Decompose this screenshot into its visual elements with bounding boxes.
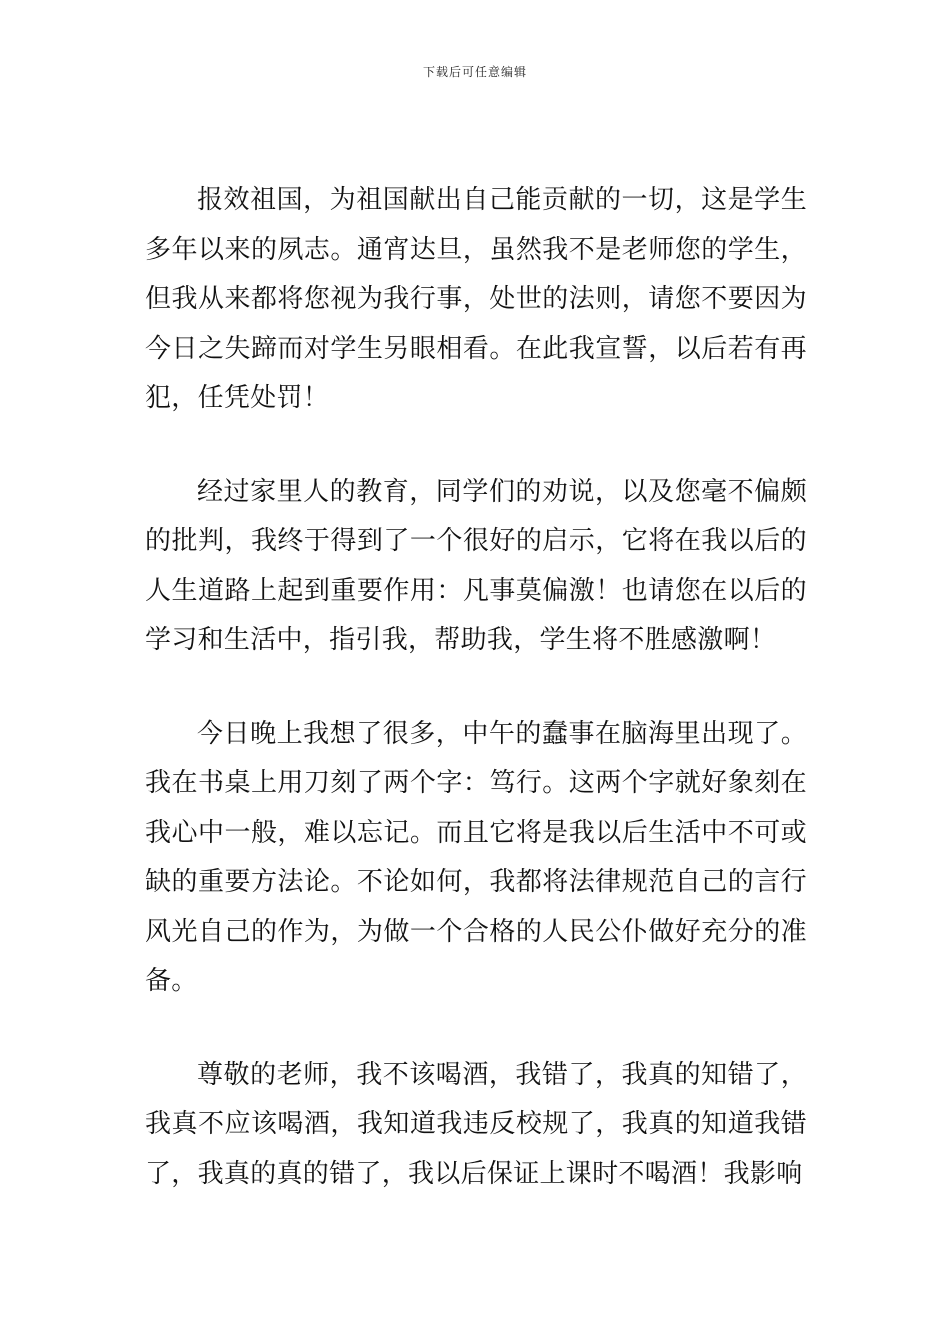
paragraph-1: 报效祖国，为祖国献出自己能贡献的一切，这是学生多年以来的夙志。通宵达旦，虽然我不是老师您的学生，但我从来都将您视为我行事，处世的法则，请您不要因为今日之失蹄而对学生另眼相看。在此我宣誓，以后若有再犯，任凭处罚！ <box>145 185 807 413</box>
paragraph-4: 尊敬的老师，我不该喝酒，我错了，我真的知错了，我真不应该喝酒，我知道我违反校规了，我真的知道我错了，我真的真的错了，我以后保证上课时不喝酒！我影响 <box>145 1059 807 1189</box>
page-header-note: 下载后可任意编辑 <box>422 65 527 79</box>
paragraph-2: 经过家里人的教育，同学们的劝说，以及您毫不偏颇的批判，我终于得到了一个很好的启示，它将在我以后的人生道路上起到重要作用：凡事莫偏激！也请您在以后的学习和生活中，指引我，帮助我，学生将不胜感激啊！ <box>145 476 807 655</box>
document-body <box>145 176 807 1243</box>
paragraph-3: 今日晚上我想了很多，中午的蠢事在脑海里出现了。我在书桌上用刀刻了两个字：笃行。这两个字就好象刻在我心中一般，难以忘记。而且它将是我以后生活中不可或缺的重要方法论。不论如何，我都将法律规范自己的言行风光自己的作为，为做一个合格的人民公仆做好充分的准备。 <box>145 718 807 996</box>
